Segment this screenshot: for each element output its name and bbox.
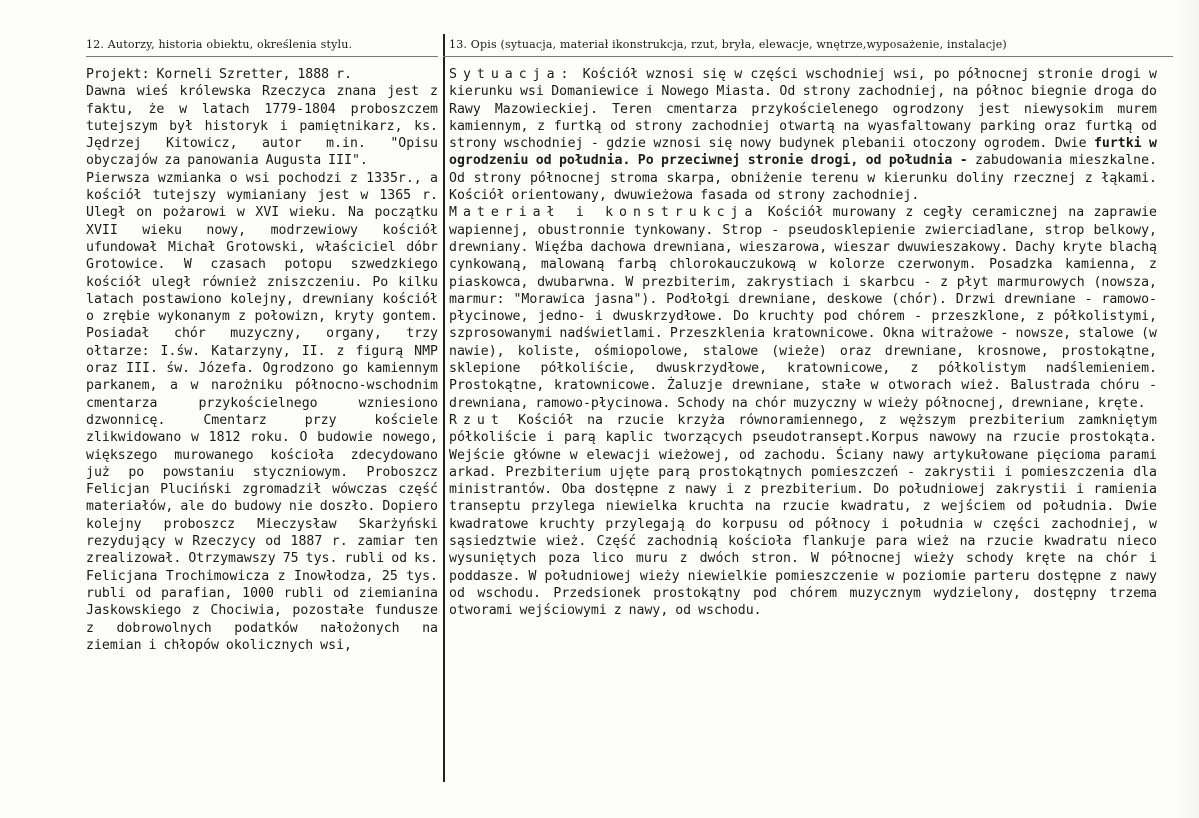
right-column-header: 13. Opis (sytuacja, materiał ikonstrukcja, rzut, bryła, elewacje, wnętrze,wyposażenie, instalacje) [449, 38, 1007, 51]
section-plan-heading: Rzut [449, 412, 505, 428]
section-situation-bold: furtki w ogrodzeniu od południa. Po przeciwnej stronie drogi, od południa - [449, 136, 1157, 169]
scan-edge-shadow [1177, 0, 1199, 818]
left-column-header: 12. Autorzy, historia obiektu, określenia stylu. [86, 38, 353, 51]
section-plan-text: Kościół na rzucie krzyża równoramiennego, z węższym prezbiterium zamkniętym półkoliście i parą kaplic tworzących pseudotransept.Korpus nawowy na rzucie prostokąta. Wejście główne w elewacji wieżowej, od zachodu. Ściany nawy artykułowane pięcioma parami arkad. Prezbiterium ujęte parą prostokątnych pomieszczeń - zakrystii i pomieszczenia dla ministrantów. Oba dostępne z nawy i z prezbiterium. Do południowej zakrystii i ramienia transeptu przylega niewielka kruchta na rzucie kwadratu, z wejściem od południa. Dwie kwadratowe kruchty przylegają do korpusu od północy i południa w części zachodniej, w sąsiedztwie wież. Część zachodnią kościoła flankuje para wież na rzucie kwadratu nieco wysuniętych poza lico muru z dwóch stron. W północnej wieży schody kręte na chór i poddasze. W południowej wieży niewielkie pomieszczenie w poziomie parteru dostępne z nawy od wschodu. Przedsionek prostokątny pod chórem muzycznym wydzielony, dostępny trzema otworami wejściowymi z nawy, od wschodu. [449, 412, 1157, 619]
section-situation [449, 66, 1157, 204]
right-column [449, 36, 1157, 620]
right-column-body [449, 66, 1157, 620]
section-material [449, 204, 1157, 412]
section-plan [449, 412, 1157, 620]
paragraph-project: Projekt: Korneli Szretter, 1888 r. [86, 67, 352, 82]
section-situation-heading: Sytuacja: [449, 67, 575, 82]
section-situation-text: Kościół wznosi się w części wschodniej wsi, po północnej stronie drogi w kierunku wsi Domaniewice i Nowego Miasta. Od strony zachodniej, na północ biegnie droga do Rawy Mazowieckiej. Teren cmentarza przykościelenego ogrodzony jest niewysokim murem kamiennym, z furtką od strony zachodniej otwartą na wyasfaltowany parking oraz furtką od strony wschodniej - gdzie wznosi się nowy budynek plebanii otoczony ogrodem. Dwie [449, 67, 1157, 152]
left-column-body [86, 66, 438, 654]
section-material-text: Kościół murowany z cegły ceramicznej na zaprawie wapiennej, obustronnie tynkowany. Strop - pseudosklepienie zwierciadlane, strop belkowy, drewniany. Więźba dachowa drewniana, wieszarowa, wieszar dwuwieszakowy. Dachy kryte blachą cynkowaną, malowaną farbą chlorokauczukową w kolorze czerwonym. Posadzka kamienna, z piaskowca, dwubarwna. W prezbiterim, zakrystiach i skarbcu - z płyt marmurowych (nowsza, marmur: "Morawica jasna"). Podłołgi drewniane, deskowe (chór). Drzwi drewniane - ramowo-płycinowe, jedno- i dwuskrzydłowe. Do kruchty pod chórem - przeszklone, z półkolistymi, szprosowanymi nadświetlami. Przeszklenia kratownicowe. Okna witrażowe - nowsze, stalowe (w nawie), koliste, ośmiopolowe, stalowe (wieże) oraz drewniane, krosnowe, prostokątne, sklepione półkoliście, dwuskrzydłowe, kratownicowe, z półkolistym nadślemieniem. Prostokątne, kratownicowe. Żaluzje drewniane, stałe w otworach wież. Balustrada chóru - drewniana, ramowo-płycinowa. Schody na chór muzyczny w wieży północnej, drewniane, kręte. [449, 205, 1157, 411]
column-divider [443, 34, 445, 782]
paragraph-history-intro: Dawna wieś królewska Rzeczyca znana jest z faktu, że w latach 1779-1804 proboszczem tutejszym był historyk i pamiętnikarz, ks. Jędrzej Kitowicz, autor m.in. "Opisu obyczajów za panowania Augusta III". [86, 84, 438, 169]
left-column [86, 36, 438, 654]
section-material-heading: Materiał i konstrukcja [449, 205, 759, 221]
section-situation-tail: zabudowania mieszkalne. Od strony północnej stroma skarpa, obniżenie terenu w kierunku doliny rzecznej z łąkami. Kościół orientowany, dwuwieżowa fasada od strony zachodniej. [449, 153, 1157, 204]
paragraph-history-main: Pierwsza wzmianka o wsi pochodzi z 1335r., a kościół tutejszy wymianiany jest w 1365 r. Uległ on pożarowi w XVI wieku. Na początku XVII wieku nowy, modrzewiowy kościół ufundował Michał Grotowski, właściciel dóbr Grotowice. W czasach potopu szwedzkiego kościół uległ również zniszczeniu. Po kilku latach postawiono kolejny, drewniany kościół o zrębie wykonanym z połowizn, kryty gontem. Posiadał chór muzyczny, organy, trzy ołtarze: I.św. Katarzyny, II. z figurą NMP oraz III. św. Józefa. Ogrodzono go kamiennym parkanem, a w narożniku północno-wschodnim cmentarza przykościelnego wzniesiono dzwonnicę. Cmentarz przy kościele zlikwidowano w 1812 roku. O budowie nowego, większego murowanego kościoła zdecydowano już po powstaniu styczniowym. Proboszcz Felicjan Pluciński zgromadził wówczas część materiałów, ale do budowy nie doszło. Dopiero kolejny proboszcz Mieczysław Skarżyński rezydujący w Rzeczycy od 1887 r. zamiar ten zrealizował. Otrzymawszy 75 tys. rubli od ks. Felicjana Trochimowicza z Inowłodza, 25 tys. rubli od parafian, 1000 rubli od ziemianina Jaskowskiego z Chociwia, pozostałe fundusze z dobrowolnych podatków nałożonych na ziemian i chłopów okolicznych wsi, [86, 170, 438, 653]
